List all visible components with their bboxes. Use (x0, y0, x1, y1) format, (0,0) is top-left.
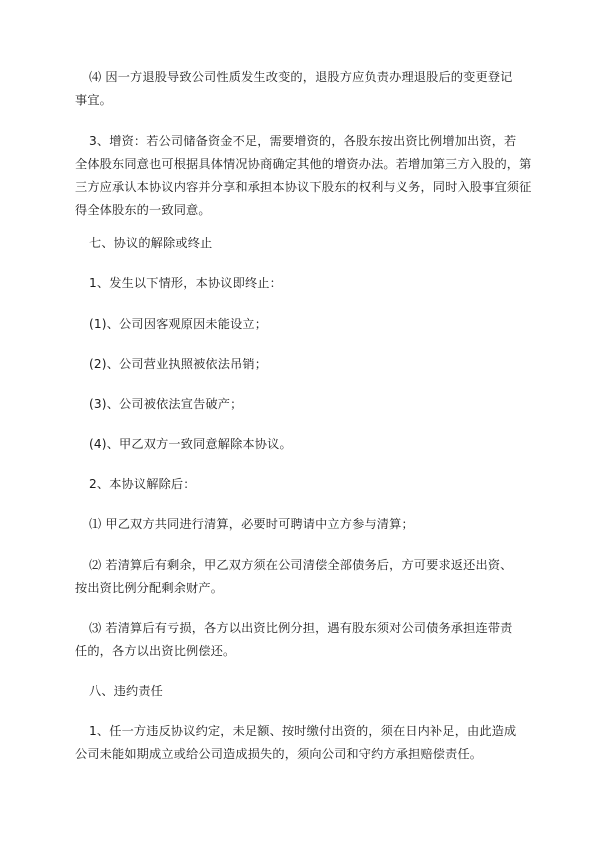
text-line: 按出资比例分配剩余财产。 (75, 581, 224, 595)
text-line: 1、发生以下情形，本协议即终止： (89, 276, 282, 290)
heading-text: 八、违约责任 (89, 684, 164, 698)
text-line: 得全体股东的一致同意。 (75, 203, 211, 217)
list-item-condition-1 (89, 313, 519, 336)
text-line: 事宜。 (75, 93, 113, 107)
text-line: (1)、公司因客观原因未能设立； (89, 317, 268, 331)
text-line: 2、本协议解除后： (89, 477, 196, 491)
paragraph-breach-liability (75, 720, 519, 766)
paragraph-withdrawal-registration (75, 66, 519, 112)
text-line: 1、任一方违反协议约定，未足额、按时缴付出资的，须在日内补足，由此造成 (89, 724, 517, 738)
list-item-liquidation-2 (75, 554, 519, 600)
section-heading-termination (89, 232, 519, 255)
text-line: 三方应承认本协议内容并分享和承担本协议下股东的权利与义务，同时入股事宜须征 (75, 180, 532, 194)
text-line: (4)、甲乙双方一致同意解除本协议。 (89, 437, 292, 451)
text-line: ⑴ 甲乙双方共同进行清算，必要时可聘请中立方参与清算； (89, 517, 414, 531)
text-line: 任的，各方以出资比例偿还。 (75, 644, 236, 658)
text-line: 全体股东同意也可根据具体情况协商确定其他的增资办法。若增加第三方入股的，第 (75, 157, 532, 171)
paragraph-capital-increase (75, 130, 532, 222)
text-line: (2)、公司营业执照被依法吊销； (89, 357, 268, 371)
text-line: ⑶ 若清算后有亏损，各方以出资比例分担，遇有股东须对公司债务承担连带责 (89, 621, 513, 635)
list-item-liquidation-1 (89, 513, 519, 536)
section-heading-breach (89, 680, 519, 703)
text-line: ⑷ 因一方退股导致公司性质发生改变的，退股方应负责办理退股后的变更登记 (89, 70, 513, 84)
list-item-condition-4 (89, 433, 519, 456)
text-line: 3、增资：若公司储备资金不足，需要增资的，各股东按出资比例增加出资，若 (89, 134, 517, 148)
text-line: 公司未能如期成立或给公司造成损失的，须向公司和守约方承担赔偿责任。 (75, 747, 483, 761)
text-line: (3)、公司被依法宣告破产； (89, 397, 243, 411)
paragraph-after-termination (89, 473, 519, 496)
list-item-condition-3 (89, 393, 519, 416)
paragraph-termination-conditions (89, 272, 519, 295)
text-line: ⑵ 若清算后有剩余，甲乙双方须在公司清偿全部债务后，方可要求返还出资、 (89, 558, 513, 572)
heading-text: 七、协议的解除或终止 (89, 236, 213, 250)
list-item-liquidation-3 (75, 617, 519, 663)
list-item-condition-2 (89, 353, 519, 376)
